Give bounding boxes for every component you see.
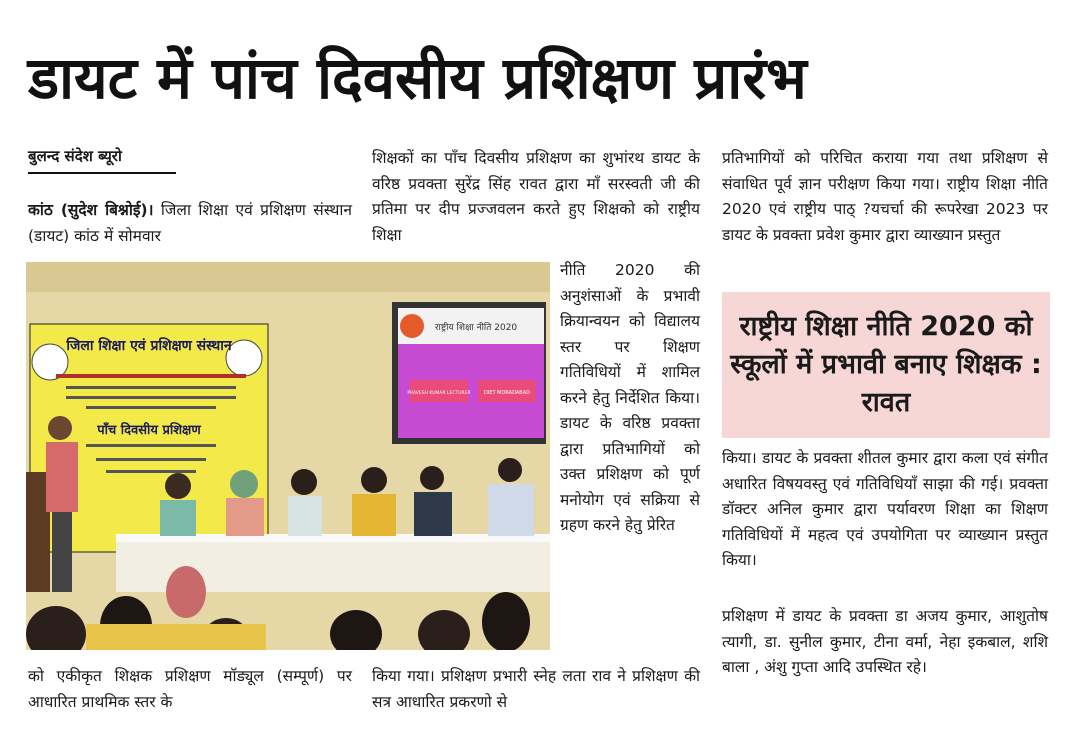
event-photo [26, 262, 550, 650]
lead-text: जिला शिक्षा एवं प्रशिक्षण संस्थान (डायट) कांठ में सोमवार [28, 201, 352, 245]
banner-title: जिला शिक्षा एवं प्रशिक्षण संस्थान [66, 338, 232, 354]
screen-button-1: PRAVESH KUMAR LECTURER [407, 391, 471, 396]
column-2-narrow: नीति 2020 की अनुशंसाओं के प्रभावी क्रियान्वयन को विद्यालय स्तर पर शिक्षण गतिविधियों में शामिल करने हेतु निर्देशित किया। डायट के वरिष्ठ प्रवक्ता द्वारा प्रतिभागियों को उक्त प्रशिक्षण को पूर्ण मनोयोग एवं सक्रिया से ग्रहण करने हेतु प्रेरित [560, 261, 700, 534]
column-2-bottom: किया गया। प्रशिक्षण प्रभारी स्नेह लता राव ने प्रशिक्षण की सत्र आधारित प्रकरणो से [372, 667, 700, 711]
column-3-middle: किया। डायट के प्रवक्ता शीतल कुमार द्वारा कला एवं संगीत अधारित विषयवस्तु एवं गतिविधियाँ साझा की गई। प्रवक्ता डॉक्टर अनिल कुमार द्वारा पर्यावरण शिक्षा का शिक्षण गतिविधियों में महत्व एवं उपयोगिता पर व्याख्यान प्रस्तुत किया। [722, 449, 1048, 569]
banner-subtitle: पाँच दिवसीय प्रशिक्षण [97, 423, 201, 438]
column-1-bottom: को एकीकृत शिक्षक प्रशिक्षण मॉड्यूल (सम्पूर्ण) पर आधारित प्राथमिक स्तर के [28, 667, 352, 711]
column-3-bottom: प्रशिक्षण में डायट के प्रवक्ता डा अजय कुमार, आशुतोष त्यागी, डा. सुनील कुमार, टीना वर्मा, नेहा इकबाल, शशि बाला , अंशु गुप्ता आदि उपस्थित रहे। [722, 607, 1048, 676]
screen-title: राष्ट्रीय शिक्षा नीति 2020 [434, 323, 518, 333]
pull-quote: राष्ट्रीय शिक्षा नीति 2020 को स्कूलों में प्रभावी बनाए शिक्षक : रावत [722, 292, 1050, 438]
dateline: कांठ (सुदेश बिश्नोई)। [28, 201, 154, 219]
byline: बुलन्द संदेश ब्यूरो [28, 146, 176, 174]
headline: डायट में पांच दिवसीय प्रशिक्षण प्रारंभ [28, 44, 807, 112]
column-2-top: शिक्षकों का पाँच दिवसीय प्रशिक्षण का शुभांरथ डायट के वरिष्ठ प्रवक्ता सुरेंद्र सिंह रावत द्वारा माँ सरस्वती जी की प्रतिमा पर दीप प्रज्जवलन करते हुए शिक्षको को राष्ट्रीय शिक्षा [372, 149, 700, 244]
screen-button-2: DIET MORADABAD [484, 390, 530, 396]
column-1-top [28, 198, 352, 249]
column-3-top: प्रतिभागियों को परिचित कराया गया तथा प्रशिक्षण से संवाधित पूर्व ज्ञान परीक्षण किया गया। राष्ट्रीय शिक्षा नीति 2020 एवं राष्ट्रीय पाठ् ?यचर्चा की रूपरेखा 2023 पर डायट के प्रवक्ता प्रवेश कुमार द्वारा व्याख्यान प्रस्तुत [722, 149, 1048, 244]
